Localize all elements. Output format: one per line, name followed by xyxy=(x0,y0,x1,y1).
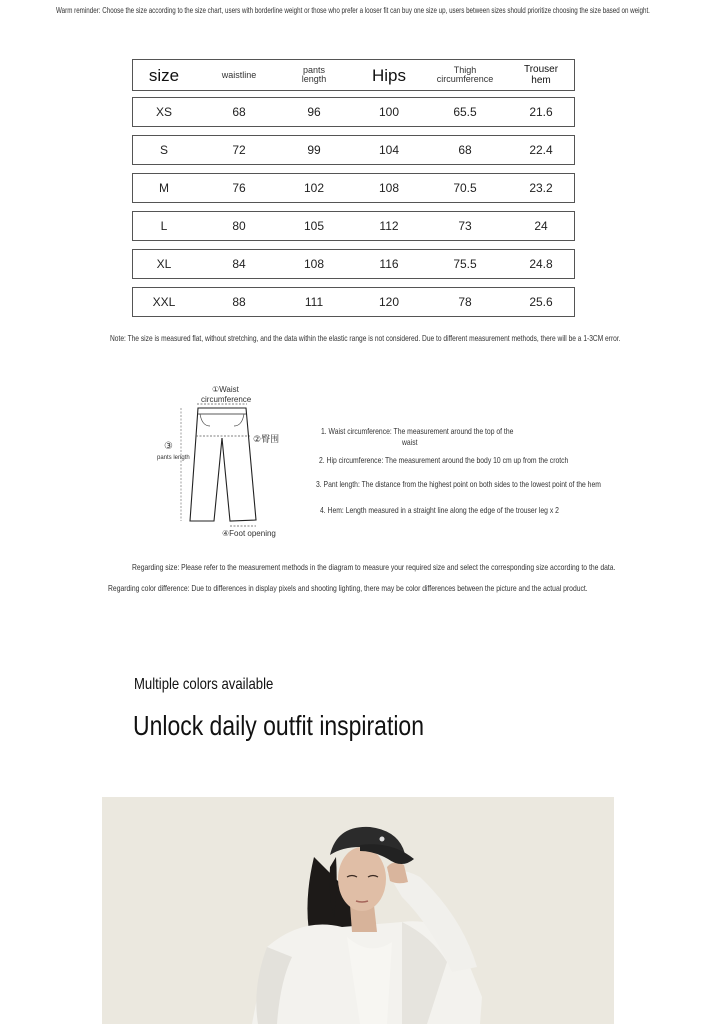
headline: Unlock daily outfit inspiration xyxy=(133,710,424,741)
table-row xyxy=(132,97,575,127)
header-thigh-line1: Thigh xyxy=(453,65,477,75)
hem-cell: 24 xyxy=(534,219,548,233)
header-hem-line2: hem xyxy=(531,75,551,86)
length-cell: 111 xyxy=(304,295,324,309)
waist-cell: 84 xyxy=(232,257,246,271)
measurement-length: 3. Pant length: The distance from the highest point on both sides to the lowest point of the hem xyxy=(316,479,601,489)
thigh-cell: 65.5 xyxy=(453,105,477,119)
hem-cell: 22.4 xyxy=(529,143,553,157)
measurement-hip: 2. Hip circumference: The measurement around the body 10 cm up from the crotch xyxy=(319,455,569,465)
length-cell: 96 xyxy=(307,105,321,119)
header-hips: Hips xyxy=(371,65,406,85)
hips-cell: 108 xyxy=(378,181,400,195)
pants-diagram xyxy=(150,380,290,545)
hips-cell: 120 xyxy=(378,295,400,309)
hem-cell: 25.6 xyxy=(529,295,553,309)
hips-cell: 112 xyxy=(379,219,399,233)
header-hem xyxy=(497,60,585,90)
length-cell: 108 xyxy=(303,257,325,271)
waist-cell: 76 xyxy=(232,181,246,195)
waist-cell: 68 xyxy=(232,105,246,119)
thigh-cell: 75.5 xyxy=(453,257,477,271)
table-row xyxy=(132,211,575,241)
length-label: pants length xyxy=(157,455,190,461)
size-cell: S xyxy=(159,143,168,157)
header-hem-line1: Trouser xyxy=(523,64,559,75)
measurement-note: Note: The size is measured flat, without stretching, and the data within the elastic range is not considered. Due to different measurement methods, there will be a 1-3CM error. xyxy=(110,333,621,343)
header-waistline: waistline xyxy=(221,69,257,80)
thigh-cell: 78 xyxy=(458,295,472,309)
header-thigh-line2: circumference xyxy=(436,74,494,84)
measurement-hem: 4. Hem: Length measured in a straight line along the edge of the trouser leg x 2 xyxy=(320,505,559,515)
length-cell: 99 xyxy=(307,143,321,157)
length-cell: 102 xyxy=(303,181,325,195)
length-number: ③ xyxy=(164,441,173,452)
thigh-cell: 73 xyxy=(458,219,472,233)
waist-cell: 80 xyxy=(232,219,246,233)
header-size: size xyxy=(148,65,180,85)
table-row xyxy=(132,135,575,165)
hem-cell: 24.8 xyxy=(529,257,553,271)
colors-title: Multiple colors available xyxy=(134,676,274,693)
warm-reminder: Warm reminder: Choose the size according to the size chart, users with borderline weight or those who prefer a looser fit can buy one size up, users between sizes should prioritize choosing the size based on weight. xyxy=(56,6,650,15)
length-cell: 105 xyxy=(303,219,325,233)
thigh-cell: 70.5 xyxy=(453,181,477,195)
size-table-header xyxy=(132,59,575,91)
table-row xyxy=(132,287,575,317)
table-row xyxy=(132,173,575,203)
thigh-cell: 68 xyxy=(458,143,472,157)
regarding-size: Regarding size: Please refer to the measurement methods in the diagram to measure your required size and select the corresponding size according to the data. xyxy=(132,562,616,572)
pants-outline-icon xyxy=(150,380,290,545)
size-cell: L xyxy=(160,219,168,233)
waist-cell: 88 xyxy=(232,295,246,309)
waist-label-2: circumference xyxy=(201,395,252,404)
hips-cell: 100 xyxy=(378,105,400,119)
size-cell: XS xyxy=(155,105,172,119)
waist-cell: 72 xyxy=(232,143,246,157)
model-illustration xyxy=(102,797,614,1024)
waist-label: ①Waist xyxy=(212,385,239,394)
size-cell: XXL xyxy=(152,295,176,309)
model-photo xyxy=(102,797,614,1024)
hem-cell: 21.6 xyxy=(529,105,553,119)
header-pants-length-line1: pants xyxy=(302,65,326,75)
measurement-waist: 1. Waist circumference: The measurement around the top of the xyxy=(321,426,514,436)
size-cell: M xyxy=(159,181,169,195)
hip-label: ②臀围 xyxy=(253,434,280,444)
header-thigh xyxy=(421,60,509,90)
size-cell: XL xyxy=(156,257,172,271)
header-pants-length-line2: length xyxy=(301,74,327,84)
table-row xyxy=(132,249,575,279)
foot-opening-label: ④Foot opening xyxy=(222,529,276,538)
measurement-waist-line2: waist xyxy=(402,437,418,447)
regarding-color: Regarding color difference: Due to differences in display pixels and shooting lighting, there may be color differences between the picture and the actual product. xyxy=(108,583,588,593)
hem-cell: 23.2 xyxy=(529,181,553,195)
hips-cell: 104 xyxy=(378,143,400,157)
hips-cell: 116 xyxy=(379,257,399,271)
